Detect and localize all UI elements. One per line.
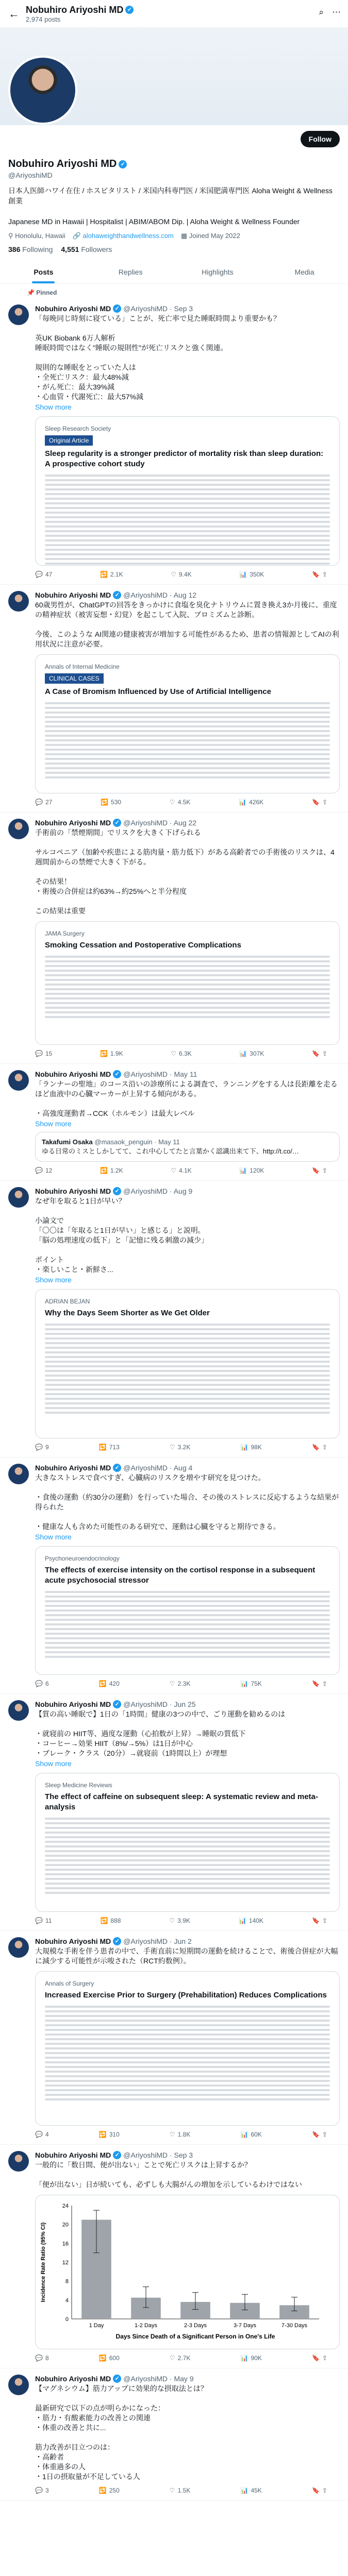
tweet-media-chart[interactable] [35,2195,340,2349]
views-icon: 📊 [239,1167,247,1174]
verified-icon: ✓ [113,1070,121,1078]
reply-button[interactable]: 💬 6 [35,1680,49,1687]
journal-name: Psychoneuroendocrinology [45,1555,120,1562]
bookmark-icon: 🔖 [311,2354,320,2362]
tweet-header: Nobuhiro Ariyoshi MD ✓ @AriyoshiMD · Sep 3 [35,2151,193,2159]
retweet-icon: 🔁 [98,2487,107,2494]
like-button[interactable]: ♡ 2.3K [169,1680,191,1687]
like-button[interactable]: ♡ 3.2K [169,1444,191,1451]
paper-title: Increased Exercise Prior to Surgery (Prehabilitation) Reduces Complications [45,1991,327,1999]
tab-media[interactable]: Media [294,268,314,276]
retweet-icon: 🔁 [100,1050,108,1057]
bookmark-icon: 🔖 [311,799,320,806]
views-button[interactable]: 📊 98K [240,1444,262,1451]
following-count[interactable]: 386 Following [8,245,53,253]
tweet[interactable] [0,2368,348,2501]
reply-icon: 💬 [35,2131,43,2138]
tweet-avatar[interactable] [8,1464,29,1484]
paper-title: Why the Days Seem Shorter as We Get Older [45,1309,210,1317]
bookmark-button[interactable] [312,1917,327,1924]
paper-title: Smoking Cessation and Postoperative Complications [45,941,241,950]
paper-body-lines [45,702,330,778]
like-button[interactable]: ♡ 4.1K [171,1167,192,1174]
tweet-avatar[interactable] [8,1937,29,1958]
profile-handle: @AriyoshiMD [8,171,53,179]
tweet-actions [35,2487,340,2494]
retweet-icon: 🔁 [100,1167,108,1174]
tweet-header: Nobuhiro Ariyoshi MD ✓ @AriyoshiMD · Jun 2 [35,1937,192,1945]
like-button[interactable]: ♡ 3.9K [169,1917,190,1924]
header-post-count: 2,974 posts [26,15,61,23]
tweet-header: Nobuhiro Ariyoshi MD ✓ @AriyoshiMD · Jun 25 [35,1700,196,1708]
reply-button[interactable]: 💬 27 [35,799,53,806]
verified-icon: ✓ [113,591,121,599]
y-tick-label: 4 [65,2297,69,2304]
tweet[interactable] [0,298,348,585]
retweet-icon: 🔁 [98,1444,107,1451]
show-more-link[interactable]: Show more [35,1533,72,1541]
followers-count[interactable]: 4,551 Followers [61,245,112,253]
bookmark-icon: 🔖 [311,1444,320,1451]
tweet-actions [35,2354,340,2362]
bookmark-button[interactable] [312,2354,327,2362]
tweet-avatar[interactable] [8,819,29,839]
bookmark-button[interactable] [312,2131,327,2138]
reply-button[interactable]: 💬 15 [35,1050,53,1057]
paper-body-lines [45,1818,330,1894]
paper-body-lines [45,2006,330,2100]
tweet-header: Nobuhiro Ariyoshi MD ✓ @AriyoshiMD · Aug 22 [35,819,197,827]
tweet-header: Nobuhiro Ariyoshi MD ✓ @AriyoshiMD · Sep 3 [35,304,193,313]
y-tick-label: 16 [62,2241,69,2247]
views-icon: 📊 [240,2487,248,2494]
reply-icon: 💬 [35,1167,43,1174]
share-icon[interactable]: ⇪ [322,2487,327,2494]
reply-icon: 💬 [35,1680,43,1687]
verified-icon: ✓ [113,2375,121,2383]
tweet-body [35,1187,340,1451]
tweet-text: 【マグネシウム】筋力アップに効果的な摂取法とは？ 最新研究で以下の点が明らかになった： ・筋力・有酸素能力の改善との関連 ・体重の改善と共に... 筋力改善が目立つのは： ・高齢者 ・体重過多の人 ・1日の摂取量が不足している人 [35,2384,208,2481]
tweet-avatar[interactable] [8,1700,29,1721]
x-tick-label: 2-3 Days [184,2323,207,2329]
tweet-body [35,1700,340,1924]
reply-icon: 💬 [35,2487,43,2494]
show-more-link[interactable]: Show more [35,1120,72,1128]
views-button[interactable]: 📊 45K [240,2487,262,2494]
tweet-text: 60歳男性が、ChatGPTの回答をきっかけに食塩を臭化ナトリウムに置き換え3か月後に、重度の精神症状（被害妄想・幻覚）を起こして入院、ブロミズムと診断。 今後、このような AI関連の健康被害が増加する可能性があるため、患者の情報源としてAIの利用状況に注意が必要。 [35,601,339,648]
search-icon[interactable]: ⌕ [319,7,324,17]
share-icon[interactable]: ⇪ [322,2354,327,2362]
retweet-button[interactable]: 🔁 310 [98,2131,120,2138]
reply-button[interactable]: 💬 4 [35,2131,49,2138]
share-icon[interactable]: ⇪ [322,1050,327,1057]
views-button[interactable]: 📊 75K [240,1680,262,1687]
paper-title: The effect of caffeine on subsequent sleep: A systematic review and meta-analysis [45,1792,318,1811]
tweet[interactable] [0,1931,348,2145]
verified-icon: ✓ [113,2151,121,2159]
retweet-button[interactable]: 🔁 888 [100,1917,121,1924]
views-icon: 📊 [240,1444,248,1451]
views-button[interactable]: 📊 60K [240,2131,262,2138]
tweet-media[interactable] [35,921,340,1045]
profile-bio: 日本人医師ハワイ在住 / ホスピタリスト / 米国内科専門医 / 米国肥満専門医 Aloha Weight & Wellness 創業 Japanese MD in Hawaii | Hospitalist | ABIM/ABOM Dip. | Aloha Weight & Wellness Founder [8,187,333,226]
views-button[interactable]: 📊 350K [239,571,264,578]
journal-name: ADRIAN BEJAN [45,1298,90,1305]
bookmark-button[interactable] [312,2487,327,2494]
like-icon: ♡ [169,2354,175,2362]
views-icon: 📊 [238,1917,246,1924]
views-icon: 📊 [240,1680,248,1687]
quoted-tweet[interactable]: Takafumi Osaka @masaok_penguin · May 11 ゆる日常のミスとしかしてて、これ中心してたと言葉かく認識出来て下、http://t.co/… [35,1132,340,1162]
journal-name: JAMA Surgery [45,930,85,937]
tweet-body [35,819,340,1057]
profile-name: Nobuhiro Ariyoshi MD ✓ [8,158,340,170]
tweet-actions [35,2131,340,2138]
tweet-text: 「毎晩同じ時刻に寝ている」ことが、死亡率で見た睡眠時間より重要かも？ 英UK Biobank 6万人解析 睡眠時間ではなく"睡眠の規則性"が死亡リスクと強く関連。 規則的な睡眠をとっていた人は ・全死亡リスク：最大48%減 ・がん死亡：最大39%減 ・心血管・代謝死亡：最大57%減 [35,314,280,401]
tweet[interactable] [0,585,348,812]
views-icon: 📊 [240,2131,248,2138]
x-tick-label: 7-30 Days [281,2323,308,2329]
follow-button[interactable]: Follow [301,131,340,147]
tweet-body [35,591,340,806]
tweet-header: Nobuhiro Ariyoshi MD ✓ @AriyoshiMD · Aug 12 [35,591,197,599]
views-button[interactable]: 📊 140K [238,1917,263,1924]
views-icon: 📊 [239,1050,247,1057]
share-icon[interactable]: ⇪ [322,1680,327,1687]
share-icon[interactable]: ⇪ [322,1444,327,1451]
tweet-avatar[interactable] [8,2375,29,2395]
show-more-link[interactable]: Show more [35,403,72,411]
retweet-button[interactable]: 🔁 420 [98,1680,120,1687]
reply-button[interactable]: 💬 8 [35,2354,49,2362]
tweet-header: Nobuhiro Ariyoshi MD ✓ @AriyoshiMD · Aug 9 [35,1187,193,1195]
paper-body-lines [45,956,330,1018]
reply-icon: 💬 [35,1444,43,1451]
profile-avatar[interactable] [8,56,77,125]
paper-body-lines [45,1591,330,1658]
location-icon: ⚲ [8,232,13,240]
tweet[interactable] [0,1181,348,1458]
like-icon: ♡ [171,1050,176,1057]
retweet-icon: 🔁 [100,1917,108,1924]
tweet-actions [35,1917,340,1924]
tweet-header: Nobuhiro Ariyoshi MD ✓ @AriyoshiMD · Aug 4 [35,1464,193,1472]
tweet-media[interactable] [35,1773,340,1912]
verified-icon: ✓ [125,6,134,14]
verified-icon: ✓ [113,819,121,827]
retweet-button[interactable]: 🔁 530 [101,799,122,806]
like-icon: ♡ [169,799,175,806]
journal-name: Annals of Internal Medicine [45,663,120,670]
y-tick-label: 24 [62,2203,69,2209]
profile-tabs [0,261,348,284]
bookmark-button[interactable] [312,799,327,806]
tweet-body [35,2151,340,2362]
tweet-text: 大規模な手術を伴う患者の中で、手術直前に短期間の運動を続けることで、術後合併症が大幅に減少する可能性が示唆された（RCT約数例）。 [35,1947,338,1965]
reply-icon: 💬 [35,1917,43,1924]
like-icon: ♡ [169,1917,175,1924]
tweet-actions [35,799,340,806]
views-icon: 📊 [239,571,247,578]
tweet[interactable] [0,1694,348,1931]
share-icon[interactable]: ⇪ [322,2131,327,2138]
reply-button[interactable]: 💬 11 [35,1917,52,1924]
like-icon: ♡ [169,1444,175,1451]
tweet-actions [35,1444,340,1451]
like-button[interactable]: ♡ 1.8K [169,2131,191,2138]
tweet[interactable] [0,1064,348,1181]
paper-body-lines [45,474,330,565]
like-icon: ♡ [169,2487,175,2494]
tweet-header: Nobuhiro Ariyoshi MD ✓ @AriyoshiMD · May 11 [35,1070,197,1078]
tweet-text: 【質の高い睡眠で】1日の「1時間」健康の3つの中で、ごり運動を勧めるのは ・就寝前の HIIT等、過度な運動（心拍数が上昇）→睡眠の質低下 ・コーヒー→効果 HIIT（8%/→5%）は1日が中心 ・ブレーク・クラス（20分）→就寝前（1時間以上）が理想 [35,1710,286,1757]
tweet-body [35,304,340,578]
reply-button[interactable]: 💬 12 [35,1167,53,1174]
verified-icon: ✓ [113,1464,121,1472]
bar-chart [36,2195,340,2349]
bookmark-icon: 🔖 [311,1050,320,1057]
paper-title: A Case of Bromism Influenced by Use of Artificial Intelligence [45,687,271,696]
like-button[interactable]: ♡ 2.7K [169,2354,191,2362]
tweet-avatar[interactable] [8,2151,29,2172]
tweet-actions [35,1167,340,1174]
bookmark-icon: 🔖 [311,2487,320,2494]
y-tick-label: 8 [65,2278,69,2285]
reply-icon: 💬 [35,1050,43,1057]
share-icon[interactable]: ⇪ [322,799,327,806]
reply-button[interactable]: 💬 3 [35,2487,49,2494]
retweet-icon: 🔁 [98,2131,107,2138]
verified-icon: ✓ [119,160,127,168]
tweet-body [35,1070,340,1174]
like-icon: ♡ [169,2131,175,2138]
tweet[interactable] [0,2145,348,2368]
tab-posts[interactable]: Posts [0,261,87,283]
views-icon: 📊 [240,2354,248,2362]
journal-name: Sleep Medicine Reviews [45,1782,112,1789]
retweet-button[interactable]: 🔁 250 [98,2487,120,2494]
tweet-text: 手術前の「禁煙期間」でリスクを大きく下げられる サルコペニア（加齢や疾患による筋肉量・筋力低下）がある高齢者での手術後のリスクは、4週間前からの禁煙で大きく下がる。 その結果！ ・術後の合併症は約63%→約25%へと半分程度 この結果は重要 [35,828,335,915]
tweet-avatar[interactable] [8,591,29,612]
tweet-avatar[interactable] [8,304,29,325]
tweet-header: Nobuhiro Ariyoshi MD ✓ @AriyoshiMD · May 9 [35,2375,194,2383]
tweet-text: なぜ年を取ると1日が早い？ 小論文で 「〇〇は「年取ると1日が早い」と感じる」と説明。 「脳の処理速度の低下」と「記憶に残る刺激の減少」 ポイント ・楽しいこと・新鮮さ... [35,1197,208,1274]
bookmark-icon: 🔖 [311,2131,320,2138]
bookmark-button[interactable] [312,1680,327,1687]
retweet-button[interactable]: 🔁 1.2K [100,1167,123,1174]
tweet-media[interactable] [35,1289,340,1438]
link-icon: 🔗 [72,232,81,240]
reply-button[interactable]: 💬 47 [35,571,53,578]
bookmark-button[interactable] [312,1444,327,1451]
like-button[interactable]: ♡ 4.5K [169,799,191,806]
y-tick-label: 20 [62,2222,69,2228]
more-icon[interactable]: ⋯ [332,7,341,17]
tweet-media[interactable] [35,1546,340,1675]
tweet-actions [35,1680,340,1687]
article-tag: Original Article [45,435,93,446]
x-tick-label: 3-7 Days [233,2323,257,2329]
views-button[interactable]: 📊 307K [239,1050,264,1057]
paper-body-lines [45,1324,330,1414]
retweet-icon: 🔁 [100,571,108,578]
tweet-media[interactable] [35,654,340,793]
tweet-avatar[interactable] [8,1187,29,1208]
tweet-text: 一般的に「数日間、便が出ない」ことで死亡リスクは上昇するか？ 「便が出ない」日が続いても、必ずしも大腸がんの増加を示しているわけではない [35,2161,302,2189]
tweet-media[interactable] [35,1971,340,2126]
header-name: Nobuhiro Ariyoshi MD ✓ [26,5,134,15]
retweet-icon: 🔁 [98,2354,107,2362]
x-axis-label: Days Since Death of a Significant Person in One's Life [115,2333,275,2340]
show-more-link[interactable]: Show more [35,1276,72,1284]
verified-icon: ✓ [113,304,121,313]
share-icon[interactable]: ⇪ [322,1917,327,1924]
tab-highlights[interactable]: Highlights [202,268,234,276]
retweet-button[interactable]: 🔁 2.1K [100,571,123,578]
article-tag: CLINICAL CASES [45,673,104,684]
views-button[interactable]: 📊 426K [239,799,264,806]
top-icons [319,7,341,18]
verified-icon: ✓ [113,1187,121,1195]
joined-date: ▦ Joined May 2022 [180,232,240,240]
retweet-button[interactable]: 🔁 600 [98,2354,120,2362]
location: ⚲ Honolulu, Hawaii [8,232,65,240]
reply-icon: 💬 [35,571,43,578]
tweet-actions [35,571,340,578]
profile-section [0,125,348,253]
views-button[interactable]: 📊 120K [239,1167,264,1174]
like-button[interactable]: ♡ 9.4K [171,571,192,578]
x-tick-label: 1-2 Days [134,2323,158,2329]
show-more-link[interactable]: Show more [35,1759,72,1768]
bookmark-icon: 🔖 [311,1167,320,1174]
pinned-label: 📌 Pinned [27,289,57,296]
share-icon[interactable]: ⇪ [322,1167,327,1174]
tweet-body [35,2375,340,2494]
retweet-icon: 🔁 [101,799,109,806]
tweet[interactable] [0,812,348,1064]
tweet-text: 「ランナーの聖地」のコース沿いの診療所による調査で、ランニングをする人は長距離を走るほど血液中の心臓マーカーが上昇する傾向がある。 ・高強度運動者→CCK（ホルモン）は最大レベル [35,1080,338,1117]
y-tick-label: 0 [65,2316,69,2323]
journal-name: Annals of Surgery [45,1980,94,1987]
bookmark-icon: 🔖 [311,1917,320,1924]
calendar-icon: ▦ [180,232,188,240]
retweet-button[interactable]: 🔁 713 [98,1444,120,1451]
profile-meta [8,232,340,240]
tweet[interactable] [0,1458,348,1694]
bookmark-button[interactable] [312,571,327,578]
views-icon: 📊 [239,799,247,806]
like-button[interactable]: ♡ 1.5K [169,2487,191,2494]
like-icon: ♡ [171,571,176,578]
x-tick-label: 1 Day [89,2323,104,2329]
tweet-text: 大きなストレスで食べすぎ、心臓病のリスクを増やす研究を見つけた。 ・食後の運動（約30分の運動）を行っていた場合、その後のストレスに反応するような結果が得られた ・健康な人も含めた可能性のある研究で、運動は心臓を守ると期待できる。 [35,1473,339,1531]
tweet-actions [35,1050,340,1057]
bookmark-icon: 🔖 [311,1680,320,1687]
tweet-body [35,1464,340,1687]
y-axis-label: Incidence Rate Ratio (95% CI) [40,2222,46,2302]
reply-icon: 💬 [35,799,43,806]
like-icon: ♡ [171,1167,176,1174]
verified-icon: ✓ [113,1937,121,1945]
tweet-avatar[interactable] [8,1070,29,1091]
pin-icon: 📌 [27,289,35,296]
paper-title: The effects of exercise intensity on the cortisol response in a subsequent acute psychosocial stressor [45,1566,316,1585]
verified-icon: ✓ [113,1700,121,1708]
like-button[interactable]: ♡ 6.3K [171,1050,192,1057]
bookmark-button[interactable] [312,1167,327,1174]
header-titles [26,5,134,23]
top-bar [0,0,348,27]
views-button[interactable]: 📊 90K [240,2354,262,2362]
timeline-feed [0,284,348,2501]
paper-title: Sleep regularity is a stronger predictor of mortality risk than sleep duration: A prospective cohort study [45,449,324,468]
tab-replies[interactable]: Replies [118,268,143,276]
bookmark-icon: 🔖 [311,571,320,578]
retweet-icon: 🔁 [98,1680,107,1687]
bookmark-button[interactable] [312,1050,327,1057]
reply-icon: 💬 [35,2354,43,2362]
share-icon[interactable]: ⇪ [322,571,327,578]
journal-name: Sleep Research Society [45,425,111,432]
y-tick-label: 12 [62,2260,69,2266]
like-icon: ♡ [169,1680,175,1687]
back-arrow-icon[interactable]: ← [8,7,20,20]
tweet-body [35,1937,340,2138]
profile-link[interactable]: 🔗 alohaweighthandwellness.com [72,232,174,240]
retweet-button[interactable]: 🔁 1.9K [100,1050,123,1057]
follow-counts [8,245,340,253]
tweet-media[interactable] [35,416,340,566]
reply-button[interactable]: 💬 9 [35,1444,49,1451]
